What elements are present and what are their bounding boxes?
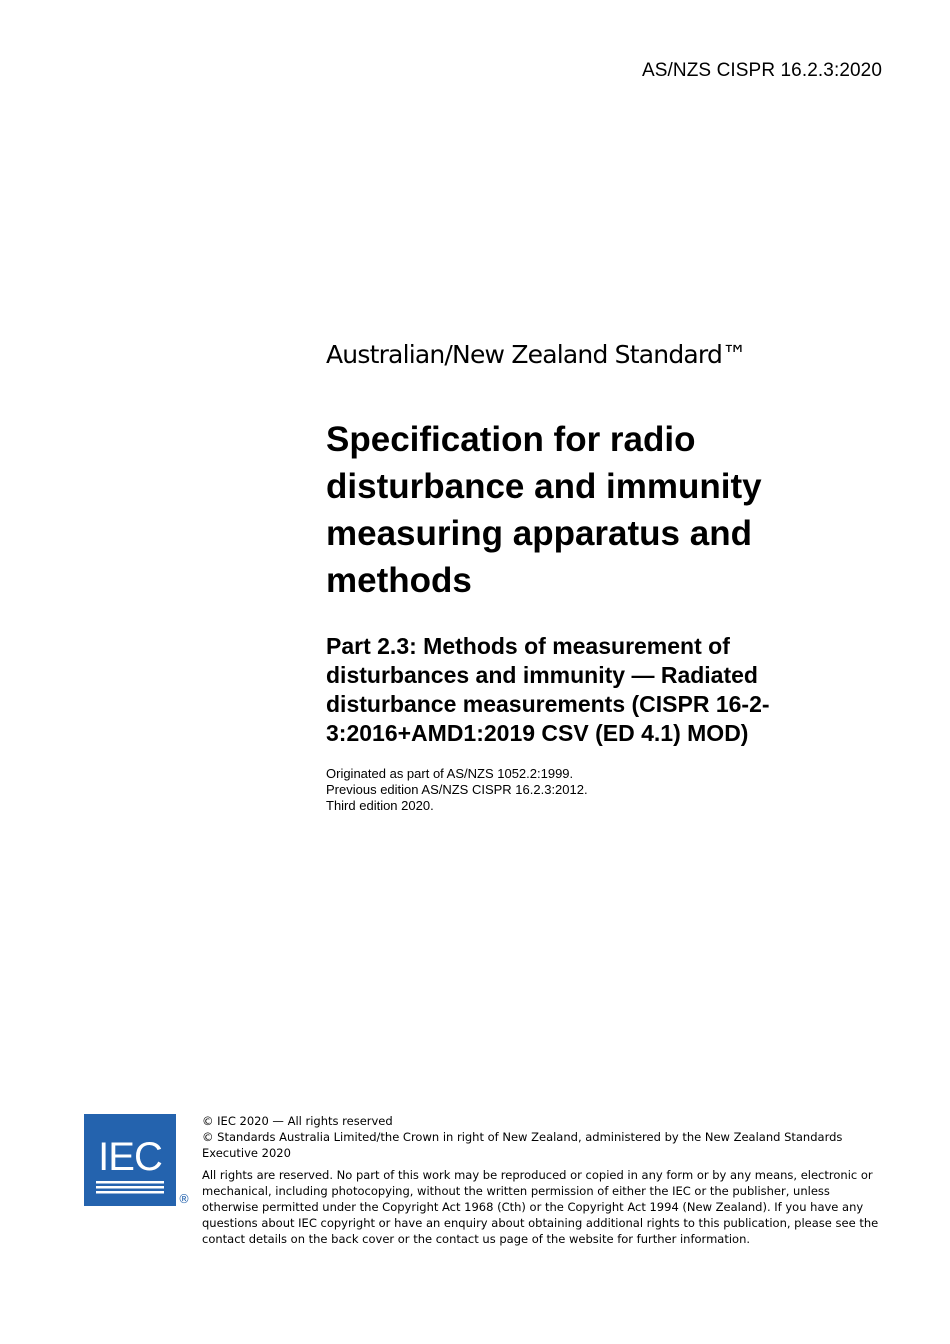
part-title: Part 2.3: Methods of measurement of disturbances and immunity — Radiated disturbance measurements (CISPR 16-2-3:2016+AMD1:2019 CSV (ED 4.1) MOD) (326, 633, 770, 746)
iec-logo (84, 1114, 192, 1209)
standard-title: Specification for radio disturbance and immunity measuring apparatus and methods (326, 420, 762, 600)
series-title: Australian/New Zealand Standard™ (326, 340, 747, 369)
iec-logo-text: IEC (98, 1135, 162, 1179)
history-line: Previous edition AS/NZS CISPR 16.2.3:2012. (326, 782, 588, 797)
iec-logo-graphic (84, 1114, 176, 1206)
document-number: AS/NZS CISPR 16.2.3:2020 (641, 60, 882, 81)
copyright-standards-australia: © Standards Australia Limited/the Crown in right of New Zealand, administered by the New Zealand Standards Executive 2020 (202, 1130, 843, 1160)
iec-logo-box (84, 1114, 176, 1206)
rights-statement: All rights are reserved. No part of this work may be reproduced or copied in any form or by any means, electronic or mechanical, including photocopying, without the written permission of either the IEC or the publisher, unless otherwise permitted under the Copyright Act 1968 (Cth) or the Copyright Act 1994 (New Zealand). If you have any questions about IEC copyright or have an enquiry about obtaining additional rights to this publication, please see the contact details on the back cover or the contact us page of the website for further information. (202, 1168, 879, 1246)
history-line: Originated as part of AS/NZS 1052.2:1999. (326, 766, 574, 781)
legal-notice (202, 1113, 882, 1247)
cover-title-block (326, 338, 826, 814)
registered-mark: ® (178, 1192, 190, 1206)
history-line: Third edition 2020. (326, 798, 434, 813)
edition-history (326, 766, 826, 814)
copyright-iec: © IEC 2020 — All rights reserved (202, 1114, 393, 1128)
